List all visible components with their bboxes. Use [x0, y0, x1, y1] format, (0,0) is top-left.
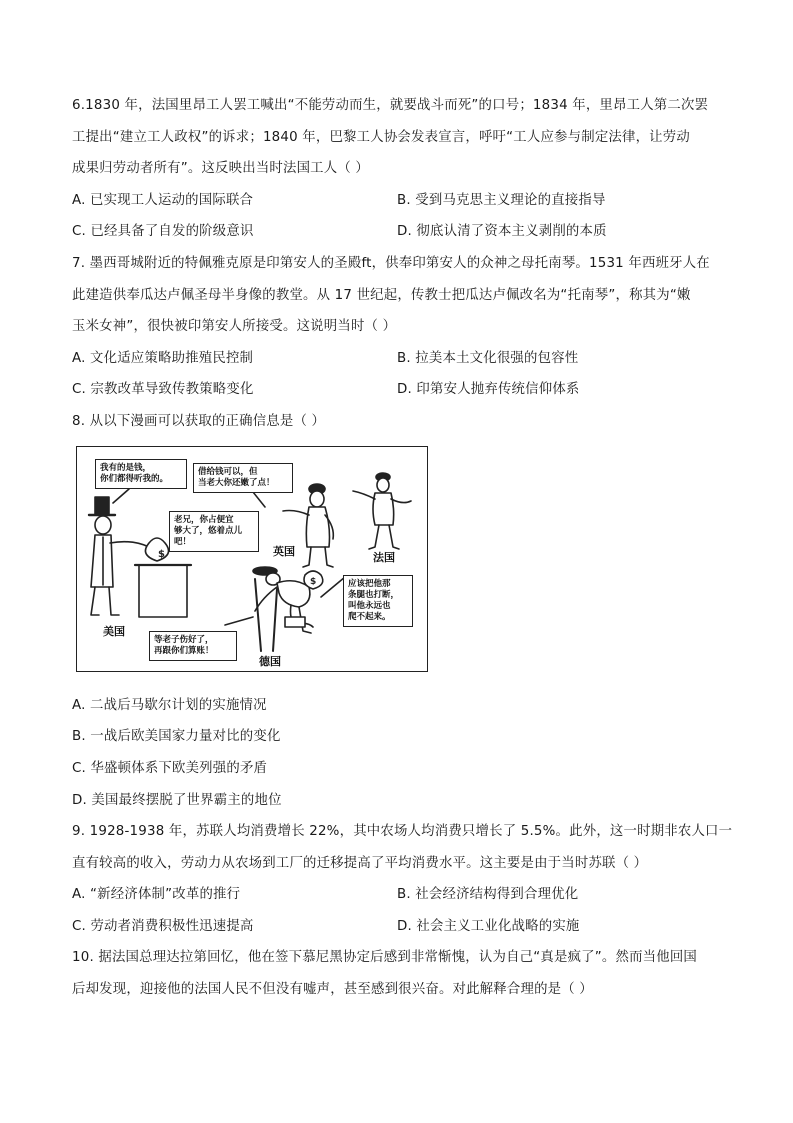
q9-stem-line-2: 直有较高的收入，劳动力从农场到工厂的迁移提高了平均消费水平。这主要是由于当时苏联（ ）: [72, 856, 648, 871]
q7-option-d[interactable]: D. 印第安人抛弃传统信仰体系: [397, 382, 580, 397]
q8-option-d[interactable]: D. 美国最终摆脱了世界霸主的地位: [72, 793, 282, 808]
money-bag-usa: [145, 538, 168, 561]
q6-stem-line-1: 6.1830 年，法国里昂工人罢工喊出“不能劳动而生，就要战斗而死”的口号；1834 年，里昂工人第二次罢: [72, 98, 709, 113]
q10-stem-line-2: 后却发现，迎接他的法国人民不但没有嘘声，甚至感到很兴奋。对此解释合理的是（ ）: [72, 982, 593, 997]
label-usa: 美国: [103, 625, 125, 638]
q9-option-b[interactable]: B. 社会经济结构得到合理优化: [397, 887, 579, 902]
q8-option-a[interactable]: A. 二战后马歇尔计划的实施情况: [72, 698, 267, 713]
desk: [139, 565, 187, 617]
q7-option-b[interactable]: B. 拉美本土文化很强的包容性: [397, 351, 579, 366]
political-cartoon: [76, 446, 428, 672]
speech-bubble-france: 应该把他那 条腿也打断， 叫他永远也 爬不起来。: [343, 575, 413, 627]
q8-stem-line-1: 8. 从以下漫画可以获取的正确信息是（ ）: [72, 414, 326, 429]
q7-option-c[interactable]: C. 宗教改革导致传教策略变化: [72, 382, 254, 397]
q6-stem-line-3: 成果归劳动者所有”。这反映出当时法国工人（ ）: [72, 161, 369, 176]
q7-option-a[interactable]: A. 文化适应策略助推殖民控制: [72, 351, 254, 366]
label-germany: 德国: [259, 655, 281, 668]
q9-option-c[interactable]: C. 劳动者消费积极性迅速提高: [72, 919, 254, 934]
q6-option-a[interactable]: A. 已实现工人运动的国际联合: [72, 193, 254, 208]
crutch-left: [255, 579, 261, 651]
q8-option-c[interactable]: C. 华盛顿体系下欧美列强的矛盾: [72, 761, 268, 776]
speech-bubble-uk: 借给钱可以，但 当老大你还嫩了点！: [193, 463, 293, 493]
q6-option-d[interactable]: D. 彻底认清了资本主义剥削的本质: [397, 224, 607, 239]
q7-stem-line-3: 玉米女神”，很快被印第安人所接受。这说明当时（ ）: [72, 319, 397, 334]
q9-option-a[interactable]: A. “新经济体制”改革的推行: [72, 887, 241, 902]
speech-bubble-germany: 等老子伤好了， 再跟你们算账！: [149, 631, 237, 661]
label-uk: 英国: [273, 545, 295, 558]
speech-bubble-usa: 我有的是钱， 你们都得听我的。: [95, 459, 187, 489]
money-sign-germany: $: [310, 577, 317, 587]
q6-stem-line-2: 工提出“建立工人政权”的诉求；1840 年，巴黎工人协会发表宣言，呼吁“工人应参与制定法律，让劳动: [72, 130, 690, 145]
q7-stem-line-1: 7. 墨西哥城附近的特佩雅克原是印第安人的圣殿ft，供奉印第安人的众神之母托南琴。1531 年西班牙人在: [72, 256, 710, 271]
q7-stem-line-2: 此建造供奉瓜达卢佩圣母半身像的教堂。从 17 世纪起，传教士把瓜达卢佩改名为“托南琴”，称其为“嫩: [72, 288, 691, 303]
q9-option-d[interactable]: D. 社会主义工业化战略的实施: [397, 919, 580, 934]
money-sign-usa: $: [158, 549, 165, 560]
q8-option-b[interactable]: B. 一战后欧美国家力量对比的变化: [72, 729, 281, 744]
crutch-right: [273, 589, 277, 651]
q6-option-b[interactable]: B. 受到马克思主义理论的直接指导: [397, 193, 606, 208]
speech-bubble-uk-2: 老兄，你占便宜 够大了，悠着点儿吧！: [169, 511, 259, 552]
usa-top-hat: [95, 497, 109, 515]
q6-option-c[interactable]: C. 已经具备了自发的阶级意识: [72, 224, 254, 239]
label-france: 法国: [373, 551, 395, 564]
q10-stem-line-1: 10. 据法国总理达拉第回忆，他在签下慕尼黑协定后感到非常惭愧，认为自己“真是疯了”。然而当他回国: [72, 950, 698, 965]
q9-stem-line-1: 9. 1928-1938 年，苏联人均消费增长 22%，其中农场人均消费只增长了 5.5%。此外，这一时期非农人口一: [72, 824, 733, 839]
